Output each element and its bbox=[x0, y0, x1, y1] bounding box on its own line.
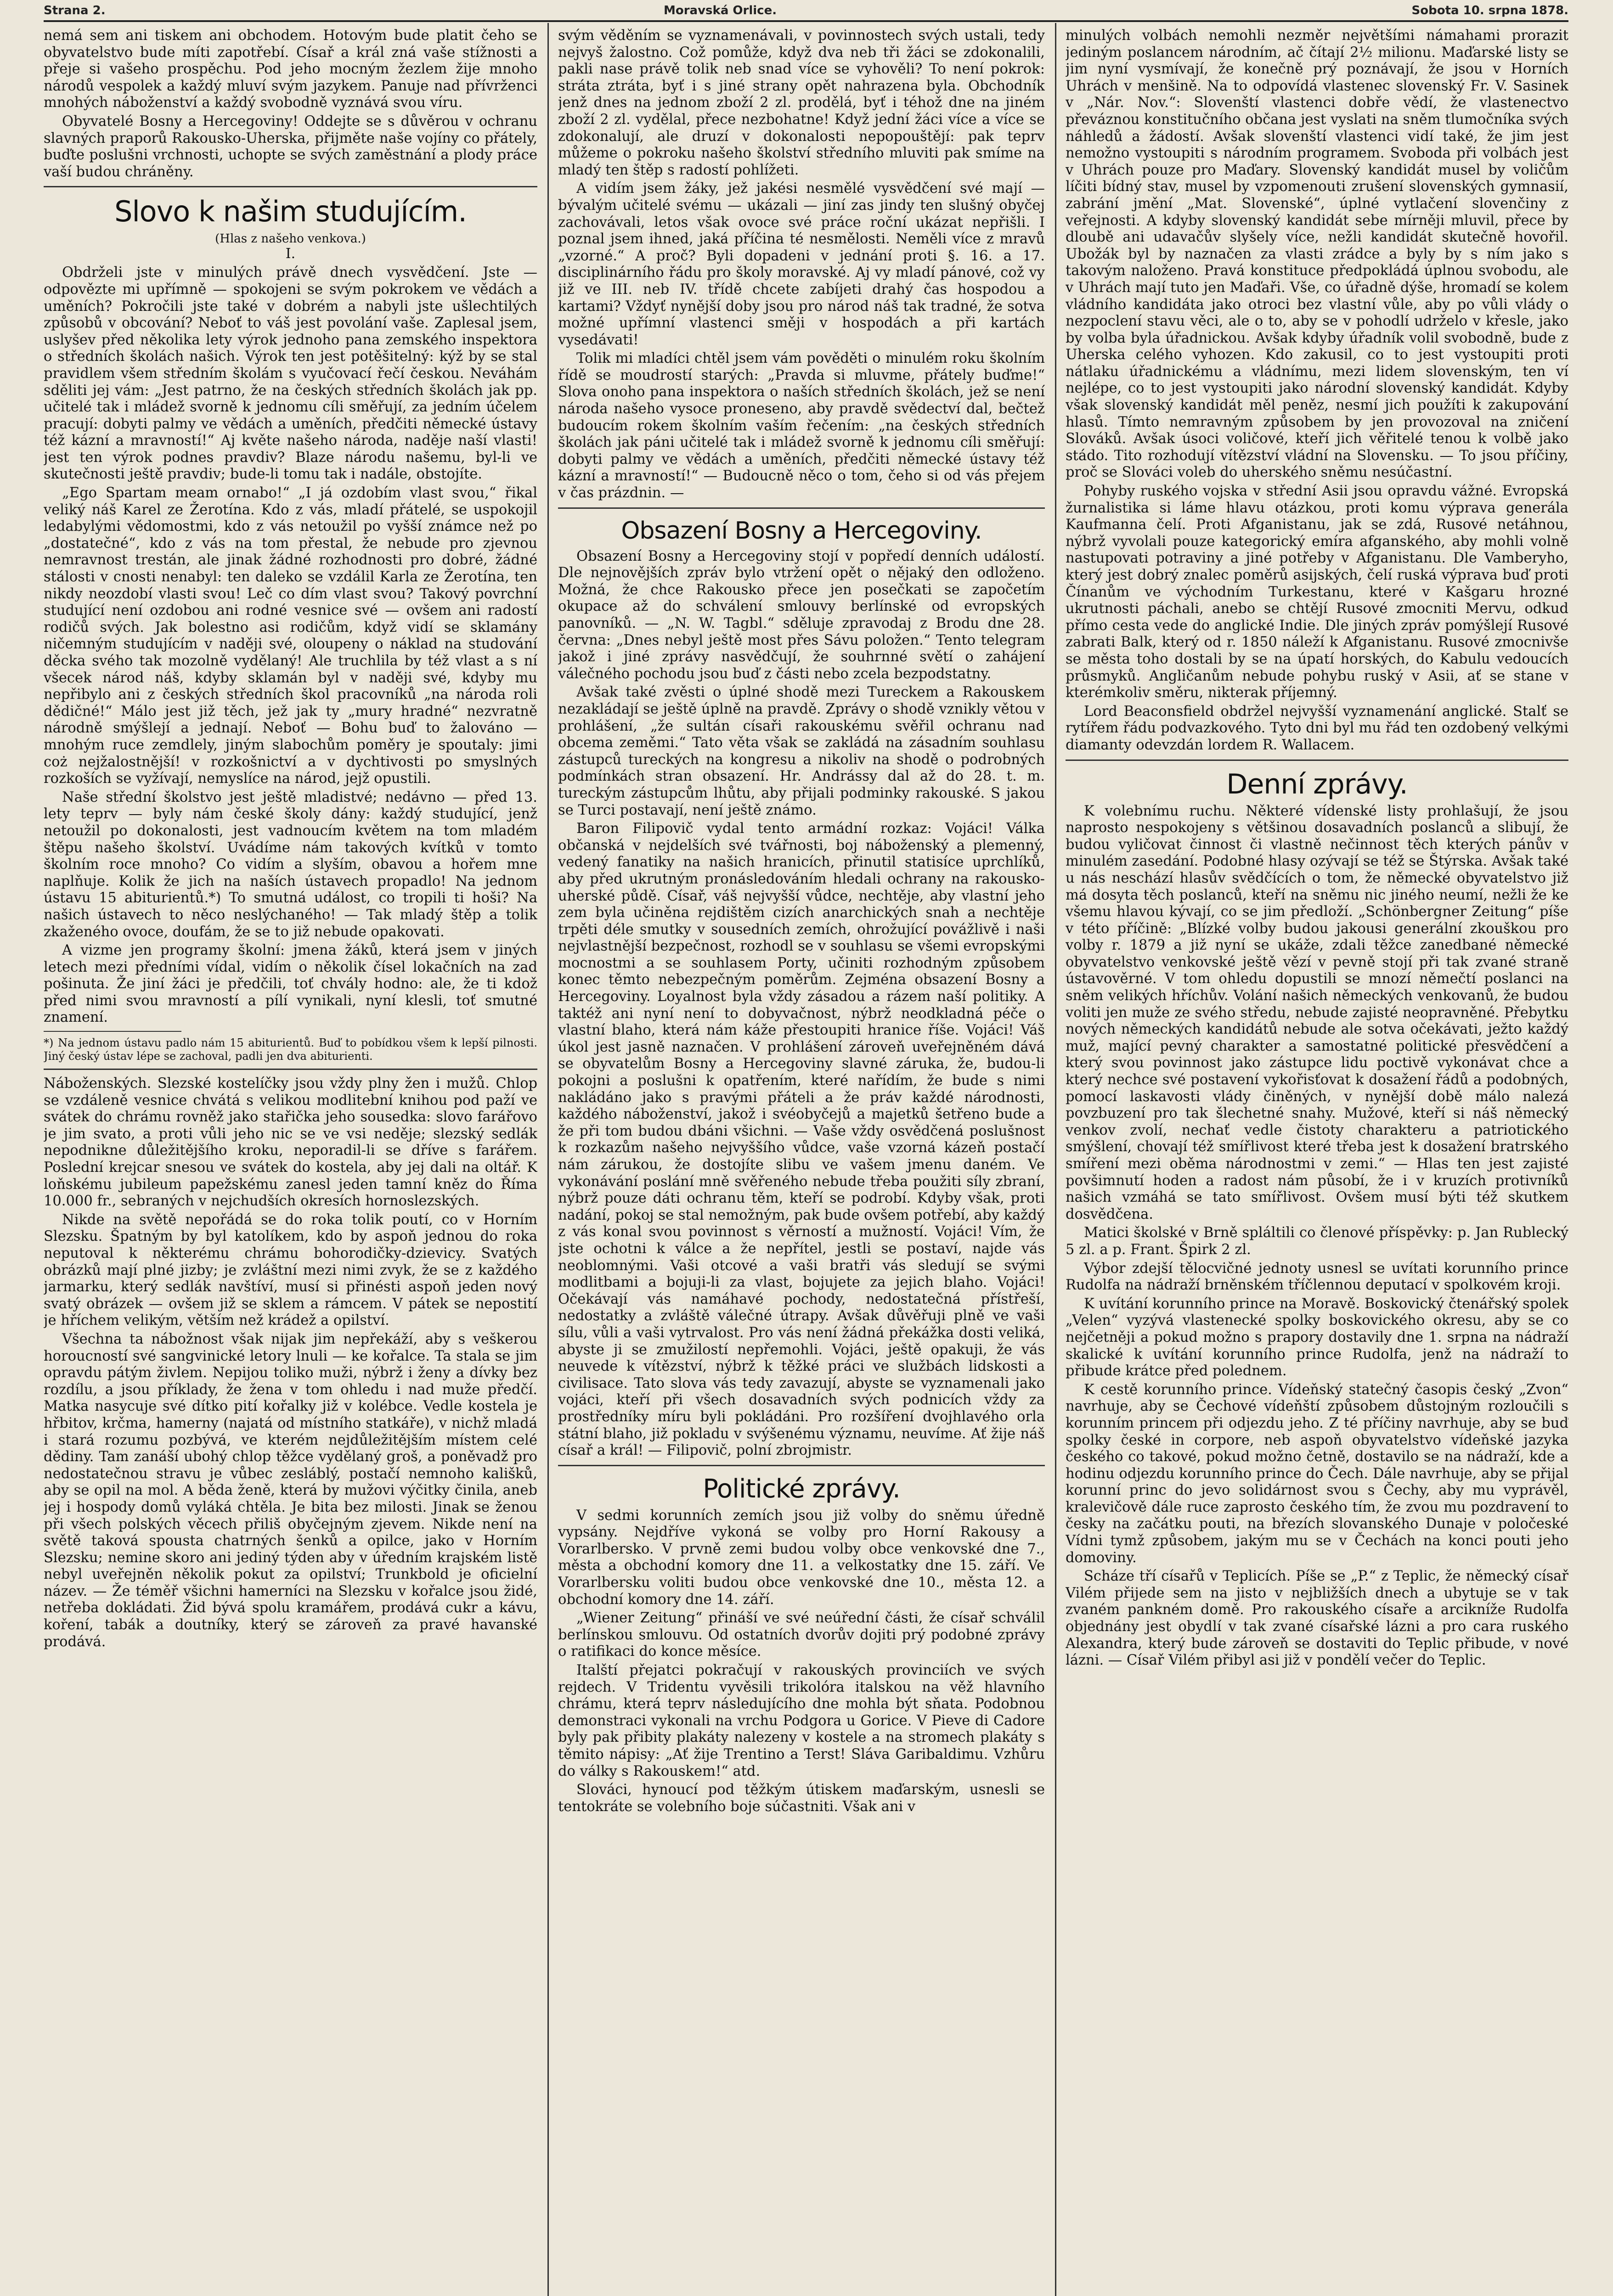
intro-paragraph-2: Obyvatelé Bosny a Hercegoviny! Oddejte se s důvěrou v ochranu slavných praporů Rakousko-Uherska, přijměte naše vojíny co přátely, buďte poslušni vrchnosti, uchopte se svých zaměstnání a plody práce vaší budou chráněny. bbox=[44, 113, 537, 180]
article-paragraph: Naše střední školstvo jest ještě mladistvé; nedávno — před 13. lety teprv — byly nám české školy dány: každý studující, jenž netoužil po dokonalosti, jest vadnoucím květem na tom mladém štěpu našeho školství. Uvádíme nám takových kvítků v tomto školním roce mnoho? Co vidím a slyším, obavou a hořem mne naplňuje. Kolik že jich na naších ústavech propadlo! Na jednom ústavu 15 abiturientů.*) To smutná událost, co tropili ti hoši? Na našich ústavech to něco neslýchaného! — Tak mladý štěp a tolik zkaženého ovoce, doufám, že se to již nebude opakovati. bbox=[44, 789, 537, 940]
column-divider-1 bbox=[547, 23, 549, 2296]
section-title-denni: Denní zprávy. bbox=[1226, 768, 1408, 800]
article-subtitle: (Hlas z našeho venkova.) bbox=[215, 232, 366, 246]
intro-paragraph: nemá sem ani tiskem ani obchodem. Hotovým bude platit čeho se obyvatelstvo bude míti zapotřebí. Císař a král zná vaše stížnosti a přeje si vašeho prospěchu. Pod jeho mocným žezlem žije mnoho národů vespolek a každý mluví svým jazykem. Panuje nad přívrženci mnohých náboženství a každý svobodně vyznává svou víru. bbox=[44, 28, 537, 111]
feuilleton-paragraph: Nikde na světě nepořádá se do roka tolik poutí, co v Horním Slezsku. Špatným by byl katolíkem, kdo by aspoň jednou do roka neputoval k některému chrámu bohorodičky-dzievicy. Svatých obrázků mají plné jizby; je zvláštní mezi nimi zvyk, že se z každého jarmarku, který sedlák navštíví, musí si přinésti aspoň jeden nový svatý obrázek — ovšem již se sklem a rámcem. V pátek se nepostití je hříchem velikým, větším než krádež a opilství. bbox=[44, 1211, 537, 1329]
page-number: Strana 2. bbox=[44, 4, 106, 17]
section-rule bbox=[44, 186, 537, 187]
column-2 bbox=[558, 28, 1045, 2296]
section-rule bbox=[1066, 760, 1568, 761]
article-paragraph: Obdrželi jste v minulých právě dnech vysvědčení. Jste — odpovězte mi upřímně — spokojeni se svým pokrokem ve vědách a uměních? Pokročili jste také v dobrém a nabyli jste ušlechtilých způsobů v obcování? Neboť to váš jest povolání vaše. Zaplesal jsem, uslyšev před několika lety výrok jednoho pana zemského inspektora o středních školách našich. Výrok ten jest potěšitelný: kýž by se stal pravidlem všem středním školám s vyučovací řečí českou. Neváhám sděliti jej vám: „Jest patrno, že na českých středních školách jak pp. učitelé tak i mládež svorně k jednomu cíli směřují, za jedním účelem pracují: dobyti palmy ve vědách a uměních, předčiti německé ústavy též kázní a mravností!“ Aj květe našeho národa, naděje naší vlasti! jest ten výrok podnes pravdiv? Blaze národu našemu, byl-li ve skutečnosti ještě pravdiv; bude-li tomu tak i nadále, obstojíte. bbox=[44, 264, 537, 483]
section-title-politicke: Politické zprávy. bbox=[703, 1474, 900, 1504]
footnote-rule bbox=[44, 1031, 181, 1032]
article-part-number: I. bbox=[285, 246, 296, 262]
news-item: K uvítání korunního prince na Moravě. Boskovický čtenářský spolek „Velen“ vyzývá vlastenecké spolky boskovického okresu, aby se co nejčetněji a pokud možno s prapory dostavily dne 1. srpna na nádraží skalické k uvítání korunního prince Rudolfa, jenž na nádraží to přibude krátce před polednem. bbox=[1066, 1295, 1568, 1379]
article-paragraph: A vidím jsem žáky, jež jakési nesmělé vysvědčení své mají — bývalým učitelé svému — ukázali — jiní zas jindy ten slušný obyčej zachovávali, letos však ovoce své práce roční ukázat nepřišli. I poznal jsem ihned, jaká příčina té nesmělosti. Neměli více z mravů „vzorné.“ A proč? Byli dopadeni v jednání proti §. 16. a 17. disciplinárního řádu pro školy moravské. Aj vy mladí pánové, což vy již ve III. neb IV. třídě chcete zabíjeti drahý čas hospodou a kartami? Vždyť nynější doby jsou pro národ náš tak tradné, že sotva možné upřímní vlastenci směji v hospodách a při kartách vysedávati! bbox=[558, 180, 1045, 348]
news-item: Výbor zdejší tělocvičné jednoty usnesl se uvítati korunního prince Rudolfa na nádraží brněnském tříčlennou deputací v spolkovém kroji. bbox=[1066, 1260, 1568, 1294]
article-paragraph: svým věděním se vyznamenávali, v povinnostech svých ustali, tedy nejvyš žalostno. Což pomůže, když dva neb tři žáci se zdokonalili, pakli nase právě tolik neb snad více se vyhověli? To není pokrok: stráta ztráta, byť i s jiné strany opět nahrazena byla. Obchodník jenž dnes na jednom zboží 2 zl. prodělá, byť i téhož dne na jiném zboží 2 zl. vydělal, přece nezbohatne! Když jední žáci více a více se zdokonalují, ale druzí v dokonalosti nepopouštějí: pak teprv můžeme o pokroku našeho školství středního mluviti pak smíme na mladý ten štěp s radostí pohlížeti. bbox=[558, 28, 1045, 178]
issue-date: Sobota 10. srpna 1878. bbox=[1411, 4, 1568, 17]
top-rule bbox=[44, 20, 1568, 22]
article-title-studujicim: Slovo k našim studujícím. bbox=[114, 195, 467, 229]
article-paragraph: Obsazení Bosny a Hercegoviny stojí v popředí denních událostí. Dle nejnovějších zpráv bylo vtržení opět o nějaký den odloženo. Možná, že chce Rakousko přece jen posečkati se započetím okupace až do schválení smlouvy berlínské od evropských panovníků. — „N. W. Tagbl.“ sděluje zpravodaj z Brodu dne 28. června: „Dnes nebyl ještě most přes Sávu položen.“ Tento telegram jakož i jiné zprávy nasvědčují, že souhrnné světí o zahájení válečného pochodu jsou buď z části nebo zcela bezpodstatny. bbox=[558, 548, 1045, 682]
feuilleton-paragraph: Všechna ta nábožnost však nijak jim nepřekáží, aby s veškerou horoucností své sangvinické letory lnuli — ke kořalce. Ta stala se jim opravdu pátým živlem. Nepijou toliko muži, nýbrž i ženy a dívky bez rozdílu, a jsou příklady, že žena v tom ohledu i nad muže předčí. Matka nasycuje své dítko pití kořalky již v kolébce. Vedle kostela je hřbitov, krčma, hamerny (najatá od místního statkáře), v nichž mladá i stará rozumu pozbývá, ve kterém nejdůležitějším místem celé dědiny. Tam zanáší ubohý chlop těžce vydělaný groš, a poněvadž pro nedostatečnou stravu je vůbec zesláblý, postačí nemnoho kališků, aby se opil na mol. A běda ženě, která by mužovi výčitky činila, aneb jej i hospody domů vyláká chtěla. Je bita bez milosti. Jinak se ženou při všech polských věcech přiliš obyčejným zjevem. Nikde není na světě taková spousta chatrných šenků a opilce, jako v Horním Slezsku; nemine skoro ani jediný týden aby v úředním krajském listě nebyl uveřejněn několik pokut za opilství; Trunkbold je oficielní název. — Že téměř všichni hamerníci na Slezsku v kořalce jsou židé, netřeba dokládati. Žid bývá spolu kramářem, prodává cukr a kávu, koření, tabák a doutníky, který se zároveň za pravé havanské prodává. bbox=[44, 1331, 537, 1650]
section-rule bbox=[44, 1069, 537, 1070]
article-paragraph: Italští přejatci pokračují v rakouských provinciích ve svých rejdech. V Tridentu vyvěsili trikolóra italskou na věž hlavního chrámu, která teprv následujícího dne mohla být sňata. Podobnou demonstraci vykonali na vrchu Podgora u Gorice. V Pieve di Cadore byly pak přibity plakáty nalezeny v kostele a na stromech plakáty s těmito nápisy: „Ať žije Trentino a Terst! Sláva Garibaldimu. Vzhůru do války s Rakouskem!“ atd. bbox=[558, 1662, 1045, 1779]
news-item: Scháze tří císařů v Teplicích. Píše se „P.“ z Teplic, že německý císař Vilém přijede sem na jisto v nejbližších dnech a ubytuje se v tak zvaném pankném domě. Pro rakouského císaře a arcikníže Rudolfa objednány jest obydlí v tak zvané císařské lázni a pro cara ruského Alexandra, který bude zároveň se dostaviti do Teplic přibude, v nové lázni. — Císař Vilém přibyl asi již v pondělí večer do Teplic. bbox=[1066, 1568, 1568, 1669]
article-paragraph: minulých volbách nemohli nezměr největšími námahami prorazit jediným poslancem národním, ač čítají 2½ milionu. Maďarské listy se jim nyní vysmívají, že konečně prý poznávají, že jsou v Horních Uhrách v menšině. Na to odpovídá vlastenec slovenský Fr. V. Sasinek v „Nár. Nov.“: Slovenští vlastenci dobře vědí, že vlastenectvo převáznou konstitučního občana jest vyslati na sněm tlumočníka svých náhledů a žádostí. Avšak slovenští vlastenci vidí také, že jim jest nemožno vystoupiti s národním programem. Svoboda při volbách jest v Uhrách pouze pro Maďary. Slovenský kandidát musel by voličům líčiti bídný stav, musel by vzpomenouti zrušení slovenských gymnasií, zabrání jmění „Mat. Slovenské“, úplné vytlačení slovenčiny z veřejnosti. A kdyby slovenský kandidát sebe mírněji mluvil, přece by dloubě ani udavačův slyšely více, nežli kandidát skutečně hovořil. Ubožák byl by naznačen za vlasti zrádce a byly by s ním jako s takovým naloženo. Pravá konstituce předpokládá úplnou svobodu, ale v Uhrách mají tuto jen Maďaři. Vše, co úřadně dýše, hromadí se kolem vládního kandidáta jako otroci bez vlastní vůle, aby po vůli vlády o nezpoclení stavu věci, ale o to, aby se v pohodlí udrželo v křesle, jako by volba byla úřadnickou. Avšak kdyby úřadník volil svobodně, bude z Uherska celého vyhozen. Kdo zakusil, co to jest vystoupiti proti nátlaku úřadnickému a vládnímu, mezi lidem slovenským, ten ví nejlépe, co to jest vystoupiti jako národní slovenský kandidát. Kdyby však slovenský kandidát měl peněz, nesmí jich použíti k zakupování hlasů. Tímto nemravným způsobem by jen provozoval na zničení Slováků. Avšak úsoci voličové, kteří jich věřitelé tenou k volbě jako stádo. Tito rozhodují vítězství vládní na Slovensku. — To jsou příčiny, proč se Slováci voleb do uherského sněmu nesúčastní. bbox=[1066, 28, 1568, 481]
column-divider-2 bbox=[1055, 23, 1056, 2296]
news-item: Matici školské v Brně spláltili co členové příspěvky: p. Jan Rublecký 5 zl. a p. Frant. Špirk 2 zl. bbox=[1066, 1225, 1568, 1258]
footnote: *) Na jednom ústavu padlo nám 15 abiturientů. Buď to pobídkou všem k lepší pilnosti. Jiný český ústav lépe se zachoval, padli jen dva abiturienti. bbox=[44, 1036, 537, 1063]
news-item: K cestě korunního prince. Vídeňský statečný časopis český „Zvon“ navrhuje, aby se Čechové vídeňští způsobem důstojným rozloučili s korunním princem při odjezdu jeho. Z té příčiny navrhuje, aby se buď spolky české in corpore, neb aspoň obyvatelstvo vídeňské jazyka českého co takové, pokud možno četně, dostavilo se na nádraží, kde a hodinu odjezdu korunního prince do Čech. Dále navrhuje, aby se přijal korunní princ do jevo solidárnost svou s Čechy, aby mu vyprávěl, kralevičově dále ruce zaprosto českého tím, že zvou mu pozdravení to česky na začátku pouti, na březích slovanského Dunaje v poločeské Vídni tymž způsobem, jakým mu se v Čechách na konci pouti jeho domoviny. bbox=[1066, 1381, 1568, 1566]
newspaper-title: Moravská Orlice. bbox=[664, 4, 777, 17]
article-paragraph: Tolik mi mladíci chtěl jsem vám pověděti o minulém roku školním řídě se moudrostí starých: „Pravda si mluvme, přátely buďme!“ Slova onoho pana inspektora o naších středních školách, jež se není národa našeho vysoce proneseno, aby pravdě svědectví dal, bečtež budoucím rokem školním vaším řečením: „na českých středních školách jak páni učitelé tak i mládež svorně k jednomu cíli směřují: dobyti palmy ve vědách a uměních, předčiti německé ústavy též kázní a mravností!“ — Budoucně něco o tom, čeho si od vás přejem v čas prázdnin. — bbox=[558, 350, 1045, 501]
article-paragraph: V sedmi korunních zemích jsou již volby do sněmu úředně vypsány. Nejdříve vykoná se volby pro Horní Rakousy a Vorarlbersko. V prvně zemi budou volby obce venkovské dne 7., města a obchodní komory dne 11. a velkostatky dne 15. září. Ve Vorarlbersku voliti budou obce venkovské dne 10., města 12. a obchodní komory dne 14. září. bbox=[558, 1507, 1045, 1608]
article-paragraph: Lord Beaconsfield obdržel nejvyšší vyznamenání anglické. Stalť se rytířem řádu podvazkového. Tyto dni byl mu řád ten ozdobený velkými diamanty odevzdán lordem R. Wallacem. bbox=[1066, 703, 1568, 753]
article-paragraph: „Ego Spartam meam ornabo!“ „I já ozdobím vlast svou,“ řikal veliký náš Karel ze Žerotína. Kdo z vás, mladí přátelé, se uspokojil ledabylými vědomostmi, kdo z vás netoužil po vyšší známce než po „dostatečné“, kdo z vás na tom přestal, že nebude pro zjevnou nemravnost trestán, ale jinak žádné rozhodnosti pro dobré, žádné stálosti v cnosti nenabyl: ten daleko se vzdálil Karla ze Žerotína, ten nikdy neozdobí vlasti svou! Leč co dím vlast svou? Takový povrchní studující není ozdobou ani rodné vesnice své — ovšem ani radostí rodičů svých. Jak bolestno asi rodičům, když vidí se sklamány ničemným studujícím v naději své, oloupeny o náklad na studování děcka svého tak mozolně vydělaný! Ale truchlila by též vlast a s ní všecek národ náš, kdyby sklamán byl v naději své, kdyby mu nepřibylo ani z českých středních škol pracovníků „na národa roli dědičné!“ Málo jest již těch, jež jak ty „mury hradné“ nezvratně národně smýšlejí a jednají. Neboť — Bohu buď to žalováno — mnohým ruce zemdlely, jiným slabochům poměry je spoutaly: jimi coż nejžalostnější! v rozkošnictví a v dychtivosti po smyslných rozkoších se vyžívají, nemyslíce na národ, jejž opustili. bbox=[44, 485, 537, 787]
article-paragraph: Avšak také zvěsti o úplné shodě mezi Tureckem a Rakouskem nezakládají se ještě úplně na pravdě. Zprávy o shodě vznikly větou v prohlášení, „že sultán císaři rakouskému svěřil ochranu nad obcema zeměmi.“ Tato věta však se zakládá na zásadním souhlasu zástupců tureckých na kongresu a nikoliv na shodě o podrobných podmínkách stran obsazení. Hr. Andrássy dal až do 28. t. m. tureckým zástupcům lhůtu, aby přijali podminky rakouské. S jakou se Turci postavají, není ještě známo. bbox=[558, 684, 1045, 818]
column-3 bbox=[1066, 28, 1568, 2296]
article-paragraph: Slováci, hynoucí pod těžkým útiskem maďarským, usnesli se tentokráte se volebního boje súčastniti. Však ani v bbox=[558, 1782, 1045, 1815]
section-rule bbox=[558, 507, 1045, 509]
article-paragraph: Baron Filipovič vydal tento armádní rozkaz: Vojáci! Válka občanská v nejdelších své tvářnosti, boj náboženský a plemenný, vedený fanatiky na našich hranicích, přinutil statisíce uprchlíků, aby před ukrutným pronásledováním hledali ochrany na rakousko-uherské půdě. Císař, váš nejvyšší vůdce, nechtěje, aby vlastní jeho zem byla učiněna rejdištěm cizích anarchických snah a nechtěje trpěti déle smutky v sousedních zemích, ohrožující povážlivě i naši nejvlastnější bezpečnost, rozhodl se v souhlasu se všemi evropskými mocnostmi a se souhlasem Porty, učiniti rozhodným způsobem konec těmto nebezpečným poměrům. Zejména obsazení Bosny a Hercegoviny. Loyalnost byla vždy zásadou a rázem naší politiky. A taktéž ani nyní není to dobyvačnost, nýbrž neodkladná péče o vlastní blaho, která nám káže přestoupiti hranice říše. Vojáci! Váš úkol jest jasně naznačen. V prohlášení zároveň uveřejněném dává se obyvatelům Bosny a Hercegoviny slavné záruka, že, budou-li pokojni a poslušni k opatřením, které nařídím, že bude s nimi nakládáno jako s pravými přáteli a že práv každé národnosti, každého náboženství, jakož i svéobyčejů a majetků šetřeno bude a že při tom budou dbáni všichni. — Vaše vždy osvědčená poslušnost k rozkazům našeho nejvyššího vůdce, vaše vzorná kázeň postačí nám zárukou, že dostojíte slibu ve vašem jmenu daném. Ve vykonávání poslání mně svěřeného nebude třeba použiti síly zbraní, nýbrž pouze dáti ochranu těm, kteří se podrobí. Kdyby však, proti nadání, pokoj se stal nemožným, pak bude ovšem potřebí, aby každý z vás konal svou povinnost s věrností a mužností. Vojáci! Vím, že jste ochotni k válce a že nepřítel, jestli se postaví, najde vás neoblomnými. Vaši otcové a vaši bratři vás sledují se svými modlitbami a bojuji-li za vlast, bojujete za jejich blaho. Vojáci! Očekávají vás namáhavé pochody, nedostatečná přístřeší, nedostatky a zvláště válečné útrapy. Avšak důvěřuji plně ve vaši sílu, vůli a vaši vytrvalost. Pro vás není žádná překážka dosti veliká, abyste ji se zmužilostí nepřemohli. Vojáci, ještě opakuji, že vás neuvede k vítězství, nýbrž k těžké práci ve službách lidskosti a civilisace. Tato slova vás tedy zavazují, abyste se vyznamenali jako vojáci, kteří při všech dosavadních svých podnicích vždy za prostředníky míru byli pokládáni. Pro rozšíření dvojhlavého orla státní blaho, již pokladu v svýšenému významu, neuvíme. Ať žije náš císař a král! — Filipovič, polní zbrojmistr. bbox=[558, 821, 1045, 1459]
news-item: K volebnímu ruchu. Některé vídenské listy prohlašují, že jsou naprosto nespokojeny s většinou dosavadních poslanců a slibují, že budou vyličovat činnost či vlastně nečinnost těch kterých pánův v minulém zasedání. Podobné hlasy ozývají se též se Štýrska. Avšak také u nás neschází hlasův svědčících o tom, že německé obyvatelstvo již má dosyta těch poslanců, kteří na sněmu nic jiného neumí, nežli že ke všemu hlavou kývají, co se jim předloží. „Schönbergner Zeitung“ píše v této příčině: „Blízké volby budou jakousi generální zkouškou pro volby r. 1879 a již nyní se ukáže, zdali těžce zanedbané německé obyvatelstvo venkovské ještě vězí v pevně stojí při tak zvané straně ústavověrné. V tom ohledu dopustili se mnozí němečtí poslanci na sněm velikých hříchův. Volání našich německých venkovanů, že budou voliti jen muže ze svého středu, nebude zajisté neopravněné. Přebytku nových německých kandidátů nebude ale sotva očekávati, ježto každý muž, mající pevný charakter a samostatné politické přesvědčení a který svou povinnost jako zástupce lidu poctivě vykonávat chce a který nechce své postavení vykořisťovat k dosažení řádů a podobných, pomocí laskavosti vlády činěných, v nynější době málo nalezá povzbuzení pro tak šlechetné snahy. Mužové, kteří si náš německý venkov zvolí, nechať vedle čistoty charakteru a patriotického smýšlení, chovají též smířlivost které třeba jest k dosažení bratrského smíření mezi oběma národnostmi v zemi.“ — Hlas ten jest zajisté povšimnutí hoden a radost nám působí, že i v kruzích protivníků našich vzmáhá se tato smířlivost. Ovšem musí býti též skutkem dosvědčena. bbox=[1066, 803, 1568, 1222]
feuilleton-paragraph: Náboženských. Slezské kostelíčky jsou vždy plny žen i mužů. Chlop se vzdáleně vesnice chvátá s velikou modlitební knihou pod paží ve svátek do chrámu rovněž jako stařička jeho sousedka: slovo farářovo je jim svato, a proti vůli jeho nic se ve vsi neděje; slezský sedlák nepodnikne důležitějšího kroku, neporadil-li se dříve s farářem. Poslední krejcar snesou ve svátek do kostela, aby jej dali na oltář. K loňskému jubileum papežskému zanesl jeden tamní kněz do Říma 10.000 fr., sebraných v nejchudších okresích hornoslezských. bbox=[44, 1075, 537, 1210]
section-title-bosna: Obsazení Bosny a Hercegoviny. bbox=[621, 517, 982, 545]
section-rule bbox=[558, 1465, 1045, 1466]
article-paragraph: „Wiener Zeitung“ přináší ve své neúřední části, že císař schválil berlínskou smlouvu. Od ostatních dvorův dojiti prý podobné zprávy o ratifikaci do konce měsíce. bbox=[558, 1610, 1045, 1660]
column-1 bbox=[44, 28, 537, 2296]
masthead bbox=[44, 4, 1568, 19]
article-paragraph: A vizme jen programy školní: jmena žáků, která jsem v jiných letech mezi předními vídal, vidím o několik čísel lokačních na zad pošinuta. Že jiní žáci je předčili, toť chvály hodno: ale, že ti kdož před nimi svou mravností a pílí vynikali, nyní klesli, toť smutné znamení. bbox=[44, 942, 537, 1026]
article-paragraph: Pohyby ruského vojska v střední Asii jsou opravdu vážné. Evropská žurnalistika si láme hlavu otázkou, proti komu výprava generála Kaufmanna čelí. Proti Afganistanu, jak se zdá, Rusové netáhnou, nýbrž vyvolali pouze kategorický emíra afganského, aby mohli volně nastupovati potraviny a jiné potřeby v Afganistanu. Dle Vamberyho, který jest dobrý znalec poměrů asijských, čelí ruská výprava buď proti Čínanům ve východním Turkestanu, které v Kašgaru hrozné ukrutnosti páchali, anebo se chtějí Rusové zmocniti Mervu, odkud přímo cesta vede do anglické Indie. Dle jiných zpráv pomýšlejí Rusové zabrati Balk, který od r. 1850 náleží k Afganistanu. Rusové zmocnivše se města toho dostali by se na úpatí horských, do Kabulu vedoucích průsmyků. Angličanům nebude pohybu ruský v Asii, ať se stane v kterémkoliv směru, nikterak příjemný. bbox=[1066, 483, 1568, 701]
